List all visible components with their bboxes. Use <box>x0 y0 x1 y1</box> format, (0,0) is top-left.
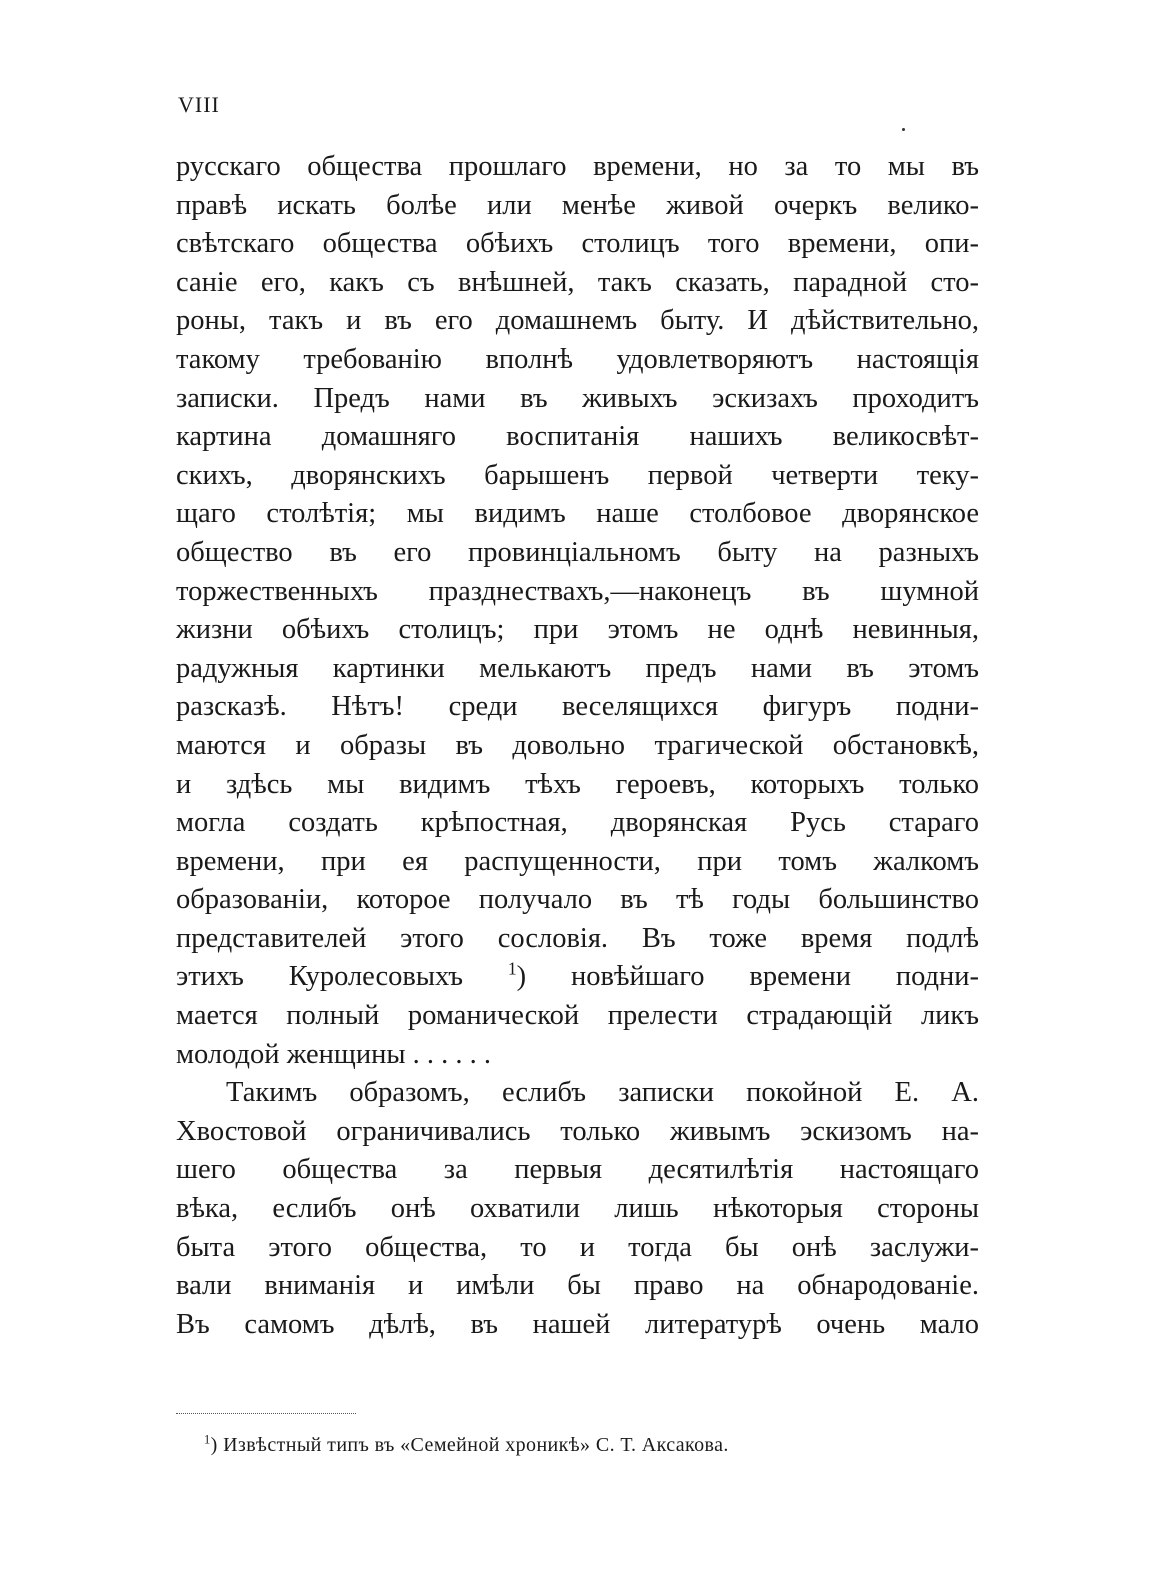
text-line: общество въ его провинціальномъ быту на разныхъ <box>176 536 979 568</box>
text-line: записки. Предъ нами въ живыхъ эскизахъ проходитъ <box>176 382 979 414</box>
text-line: такому требованію вполнѣ удовлетворяютъ настоящія <box>176 343 979 375</box>
footnote-text: ) Извѣстный типъ въ «Семейной хроникѣ» С. Т. Аксакова. <box>210 1434 729 1456</box>
text-line: свѣтскаго общества обѣихъ столицъ того времени, опи- <box>176 228 979 260</box>
text-line: Хвостовой ограничивались только живымъ эскизомъ на- <box>176 1115 979 1147</box>
body-text <box>176 148 979 1344</box>
text-segment: этихъ Куролесовыхъ <box>176 961 463 993</box>
print-speck <box>902 128 905 131</box>
text-line: русскаго общества прошлаго времени, но за то мы въ <box>176 151 979 182</box>
page-number: VIII <box>178 92 220 117</box>
text-line: роны, такъ и въ его домашнемъ быту. И дѣйствительно, <box>176 305 979 337</box>
text-line: вѣка, еслибъ онѣ охватили лишь нѣкоторыя стороны <box>176 1193 979 1225</box>
text-line: картина домашняго воспитанія нашихъ великосвѣт- <box>176 421 979 453</box>
footnote <box>204 1434 729 1457</box>
text-line: вали вниманія и имѣли бы право на обнародованіе. <box>176 1270 979 1302</box>
text-line: быта этого общества, то и тогда бы онѣ заслужи- <box>176 1231 979 1263</box>
text-line: и здѣсь мы видимъ тѣхъ героевъ, которыхъ только <box>176 768 979 800</box>
footnote-mark: 1 <box>204 1432 211 1447</box>
text-line: разсказѣ. Нѣтъ! среди веселящихся фигуръ подни- <box>176 691 979 723</box>
footnote-ref: 1 <box>507 958 517 979</box>
paragraph-first-line: Такимъ образомъ, еслибъ записки покойной Е. А. <box>226 1077 979 1109</box>
text-line: мается полный романической прелести страдающій ликъ <box>176 1000 979 1032</box>
text-line-with-footnote-ref <box>176 958 979 997</box>
text-line: могла создать крѣпостная, дворянская Русь стараго <box>176 807 979 839</box>
text-line: торжественныхъ празднествахъ,—наконецъ въ шумной <box>176 575 979 607</box>
text-line: представителей этого сословія. Въ тоже время подлѣ <box>176 922 979 954</box>
text-line: радужныя картинки мелькаютъ предъ нами въ этомъ <box>176 652 979 684</box>
text-line: саніе его, какъ съ внѣшней, такъ сказать, парадной сто- <box>176 266 979 298</box>
text-line: образованіи, которое получало въ тѣ годы большинство <box>176 884 979 916</box>
text-line: времени, при ея распущенности, при томъ жалкомъ <box>176 845 979 877</box>
text-segment: ) новѣйшаго времени подни- <box>516 961 979 993</box>
text-line: скихъ, дворянскихъ барышенъ первой четверти теку- <box>176 459 979 491</box>
footnote-separator <box>176 1413 356 1414</box>
text-line: жизни обѣихъ столицъ; при этомъ не однѣ невинныя, <box>176 614 979 646</box>
text-line: правѣ искать болѣе или менѣе живой очеркъ велико- <box>176 189 979 221</box>
text-line: Въ самомъ дѣлѣ, въ нашей литературѣ очень мало <box>176 1308 979 1340</box>
text-line: щаго столѣтія; мы видимъ наше столбовое дворянское <box>176 498 979 530</box>
text-line: шего общества за первыя десятилѣтія настоящаго <box>176 1154 979 1186</box>
text-line: маются и образы въ довольно трагической обстановкѣ, <box>176 729 979 761</box>
text-line: молодой женщины . . . . . . <box>176 1038 492 1070</box>
